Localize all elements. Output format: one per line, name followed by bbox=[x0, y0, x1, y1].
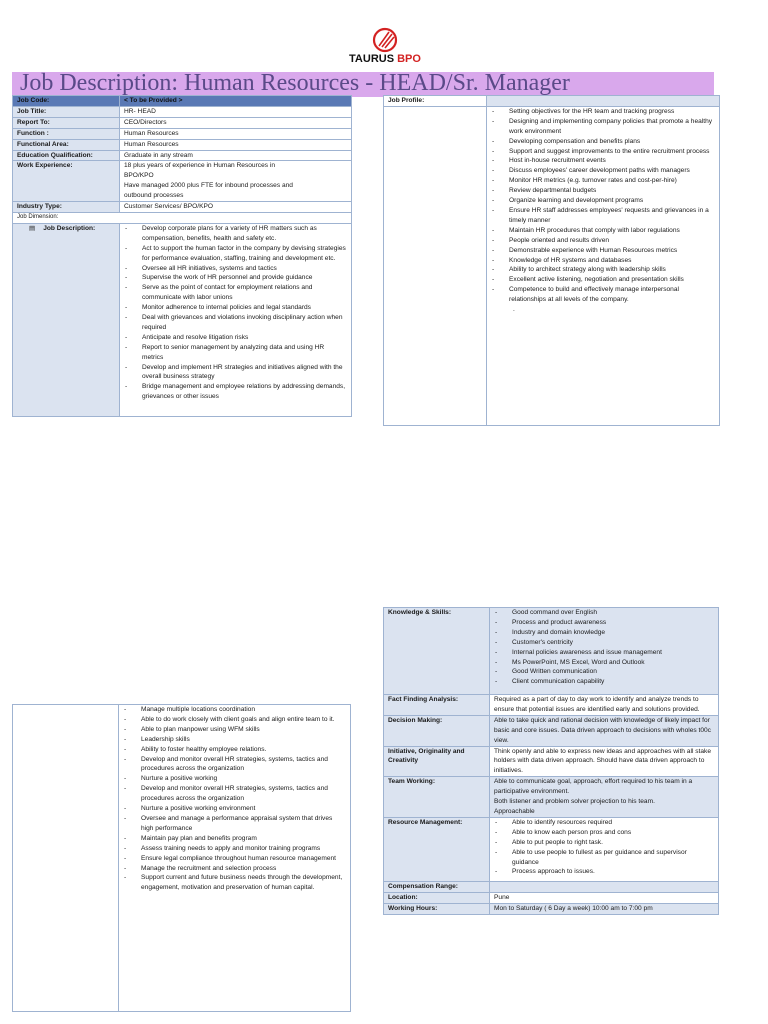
list-item: - Ability to architect strategy along with leadership skills bbox=[491, 265, 715, 275]
list-item: - Review departmental budgets bbox=[491, 186, 715, 196]
page2-right-table bbox=[383, 607, 719, 915]
row-label: Report To: bbox=[13, 117, 120, 128]
knowledge-list bbox=[494, 608, 714, 687]
work-experience-label: Work Experience: bbox=[13, 161, 120, 202]
list-item: - Nurture a positive working environment bbox=[123, 804, 346, 814]
team-working-line: Both listener and problem solver projection to his team. bbox=[494, 798, 655, 806]
row-label: Function : bbox=[13, 128, 120, 139]
list-item: - Supervise the work of HR personnel and provide guidance bbox=[124, 273, 347, 283]
table-row bbox=[384, 893, 719, 904]
team-working-value bbox=[490, 777, 719, 818]
table-row bbox=[384, 695, 719, 716]
team-working-line: Able to communicate goal, approach, effort required to his team in a participative environment. bbox=[494, 778, 693, 796]
row-value: < To be Provided > bbox=[120, 96, 352, 107]
table-row bbox=[13, 161, 352, 202]
page2-left-list-cell bbox=[119, 705, 351, 1012]
list-item: - Bridge management and employee relations by addressing demands, grievances or other issues bbox=[124, 382, 347, 402]
job-description-label: Job Description: bbox=[43, 224, 96, 232]
row-value: Human Resources bbox=[120, 139, 352, 150]
list-item: - Able to do work closely with client goals and align entire team to it. bbox=[123, 715, 346, 725]
table-row bbox=[13, 150, 352, 161]
list-item: - Maintain HR procedures that comply with labor regulations bbox=[491, 226, 715, 236]
list-item: - Able to plan manpower using WFM skills bbox=[123, 725, 346, 735]
list-item: - Able to put people to right task. bbox=[494, 838, 714, 848]
knowledge-label: Knowledge & Skills: bbox=[384, 608, 490, 695]
list-item: - Good command over English bbox=[494, 608, 714, 618]
initiative-value: Think openly and able to express new ideas and approaches with all stake holders with data driven approach. Should have data driven approach to initiatives. bbox=[490, 746, 719, 777]
resource-management-value bbox=[490, 817, 719, 881]
job-profile-list-cell bbox=[487, 106, 720, 425]
job-description-cell bbox=[13, 223, 120, 416]
location-label: Location: bbox=[384, 893, 490, 904]
table-row bbox=[13, 202, 352, 213]
row-value: CEO/Directors bbox=[120, 117, 352, 128]
logo-text bbox=[330, 53, 440, 65]
list-item: - Leadership skills bbox=[123, 735, 346, 745]
list-item: - Ensure legal compliance throughout human resource management bbox=[123, 854, 346, 864]
resource-management-label: Resource Management: bbox=[384, 817, 490, 881]
list-item: - Customer's centricity bbox=[494, 638, 714, 648]
table-row bbox=[13, 106, 352, 117]
list-item: - Discuss employees' career development paths with managers bbox=[491, 166, 715, 176]
work-experience-line: BPO/KPO bbox=[124, 172, 154, 180]
list-item: - Oversee all HR initiatives, systems and tactics bbox=[124, 264, 347, 274]
logo-word-taurus: TAURUS bbox=[349, 53, 395, 65]
list-item: - Monitor adherence to internal policies and legal standards bbox=[124, 303, 347, 313]
table-row bbox=[13, 139, 352, 150]
list-item: - Industry and domain knowledge bbox=[494, 628, 714, 638]
title-bar bbox=[12, 72, 714, 97]
team-working-label: Team Working: bbox=[384, 777, 490, 818]
list-item: - Develop and monitor overall HR strategies, systems, tactics and procedures across the organization bbox=[123, 755, 346, 775]
list-item: - Report to senior management by analyzing data and using HR metrics bbox=[124, 343, 347, 363]
list-item: - Designing and implementing company policies that promote a healthy work environment bbox=[491, 117, 715, 137]
list-item: - Internal policies awareness and issue management bbox=[494, 648, 714, 658]
job-profile-list bbox=[491, 107, 715, 305]
table-row bbox=[384, 882, 719, 893]
work-experience-line: Have managed 2000 plus FTE for inbound processes and bbox=[124, 182, 293, 190]
list-item: - Competence to build and effectively manage interpersonal relationships at all levels of the company. bbox=[491, 285, 715, 305]
team-working-line: Approachable bbox=[494, 807, 535, 815]
list-item: - Able to use people to fullest as per guidance and supervisor guidance bbox=[494, 848, 714, 868]
job-profile-left-cell bbox=[384, 106, 487, 425]
job-profile-header-cell bbox=[487, 96, 720, 107]
list-item: - Able to know each person pros and cons bbox=[494, 828, 714, 838]
work-experience-line: outbound processes bbox=[124, 192, 184, 200]
job-description-list bbox=[124, 224, 347, 402]
list-item: - Develop and monitor overall HR strategies, systems, tactics and procedures across the organization bbox=[123, 784, 346, 804]
page-title: Job Description: Human Resources - HEAD/Sr. Manager bbox=[20, 72, 570, 96]
list-item: - Assess training needs to apply and monitor training programs bbox=[123, 844, 346, 854]
list-item: - Able to identify resources required bbox=[494, 818, 714, 828]
list-item: - Maintain pay plan and benefits program bbox=[123, 834, 346, 844]
list-item: - Excellent active listening, negotiation and presentation skills bbox=[491, 275, 715, 285]
trailing-mark: . bbox=[513, 306, 515, 314]
table-row bbox=[384, 817, 719, 881]
table-row bbox=[13, 96, 352, 107]
working-hours-value: Mon to Saturday ( 6 Day a week) 10:00 am to 7:00 pm bbox=[490, 904, 719, 915]
list-item: - Serve as the point of contact for employment relations and communicate with labor unions bbox=[124, 283, 347, 303]
page2-left-table bbox=[12, 704, 351, 1012]
job-profile-table bbox=[383, 95, 720, 426]
logo-word-bpo: BPO bbox=[397, 53, 421, 65]
table-row bbox=[384, 106, 720, 425]
table-row bbox=[384, 715, 719, 746]
list-item: - Support and suggest improvements to the entire recruitment process bbox=[491, 147, 715, 157]
list-item: - Ability to foster healthy employee relations. bbox=[123, 745, 346, 755]
list-item: - Act to support the human factor in the company by devising strategies for performance evaluation, staffing, training and development etc. bbox=[124, 244, 347, 264]
list-item: - Client communication capability bbox=[494, 677, 714, 687]
job-profile-label: Job Profile: bbox=[384, 96, 487, 107]
document-icon: ▤ bbox=[29, 224, 36, 232]
row-label: Job Code: bbox=[13, 96, 120, 107]
list-item: - Monitor HR metrics (e.g. turnover rates and cost-per-hire) bbox=[491, 176, 715, 186]
decision-making-value: Able to take quick and rational decision with knowledge of likely impact for basic and core issues. Data driven approach to decisions with wholes t00c view. bbox=[490, 715, 719, 746]
job-description-list-cell bbox=[120, 223, 352, 416]
list-item: - Develop and implement HR strategies and initiatives aligned with the overall business strategy bbox=[124, 363, 347, 383]
list-item: - Host in-house recruitment events bbox=[491, 156, 715, 166]
list-item: - Support current and future business needs through the development, engagement, motivation and preservation of human capital. bbox=[123, 873, 346, 893]
table-row bbox=[13, 705, 351, 1012]
row-value: Graduate in any stream bbox=[120, 150, 352, 161]
list-item: - Manage multiple locations coordination bbox=[123, 705, 346, 715]
compensation-label: Compensation Range: bbox=[384, 882, 490, 893]
job-dimension-label: Job Dimension: bbox=[13, 212, 352, 223]
list-item: - Develop corporate plans for a variety of HR matters such as compensation, benefits, health and safety etc. bbox=[124, 224, 347, 244]
list-item: - Ms PowerPoint, MS Excel, Word and Outlook bbox=[494, 658, 714, 668]
location-value: Pune bbox=[490, 893, 719, 904]
work-experience-line: 18 plus years of experience in Human Resources in bbox=[124, 162, 276, 170]
table-row bbox=[13, 223, 352, 416]
fact-finding-label: Fact Finding Analysis: bbox=[384, 695, 490, 716]
list-item: - Oversee and manage a performance appraisal system that drives high performance bbox=[123, 814, 346, 834]
list-item: - Setting objectives for the HR team and tracking progress bbox=[491, 107, 715, 117]
working-hours-label: Working Hours: bbox=[384, 904, 490, 915]
table-row bbox=[13, 212, 352, 223]
list-item: - Deal with grievances and violations invoking disciplinary action when required bbox=[124, 313, 347, 333]
list-item: - Process approach to issues. bbox=[494, 867, 714, 877]
taurus-logo-icon bbox=[370, 26, 400, 54]
row-label: Functional Area: bbox=[13, 139, 120, 150]
list-item: - Process and product awareness bbox=[494, 618, 714, 628]
table-row bbox=[384, 746, 719, 777]
table-row bbox=[384, 608, 719, 695]
knowledge-value bbox=[490, 608, 719, 695]
list-item: - Manage the recruitment and selection process bbox=[123, 864, 346, 874]
page2-left-list bbox=[123, 705, 346, 893]
list-item: - Nurture a positive working bbox=[123, 774, 346, 784]
list-item: - Good Written communication bbox=[494, 667, 714, 677]
taurus-bpo-logo bbox=[330, 26, 440, 70]
industry-value: Customer Services/ BPO/KPO bbox=[120, 202, 352, 213]
table-row bbox=[384, 904, 719, 915]
fact-finding-value: Required as a part of day to day work to identify and analyze trends to ensure that potential issues are identified early and solutions provided. bbox=[490, 695, 719, 716]
list-item: - Ensure HR staff addresses employees' requests and grievances in a timely manner bbox=[491, 206, 715, 226]
list-item: - Knowledge of HR systems and databases bbox=[491, 256, 715, 266]
row-value: Human Resources bbox=[120, 128, 352, 139]
work-experience-value bbox=[120, 161, 352, 202]
list-item: - Demonstrable experience with Human Resources metrics bbox=[491, 246, 715, 256]
list-item: - Organize learning and development programs bbox=[491, 196, 715, 206]
initiative-label: Initiative, Originality and Creativity bbox=[384, 746, 490, 777]
row-value: HR- HEAD bbox=[120, 106, 352, 117]
table-row bbox=[384, 777, 719, 818]
page2-left-label-cell bbox=[13, 705, 119, 1012]
compensation-value bbox=[490, 882, 719, 893]
list-item: - Anticipate and resolve litigation risks bbox=[124, 333, 347, 343]
left-table bbox=[12, 95, 352, 417]
list-item: - Developing compensation and benefits plans bbox=[491, 137, 715, 147]
decision-making-label: Decision Making: bbox=[384, 715, 490, 746]
list-item: - People oriented and results driven bbox=[491, 236, 715, 246]
row-label: Job Title: bbox=[13, 106, 120, 117]
resource-list bbox=[494, 818, 714, 881]
table-row bbox=[13, 117, 352, 128]
row-label: Education Qualification: bbox=[13, 150, 120, 161]
table-row bbox=[384, 96, 720, 107]
table-row bbox=[13, 128, 352, 139]
industry-label: Industry Type: bbox=[13, 202, 120, 213]
